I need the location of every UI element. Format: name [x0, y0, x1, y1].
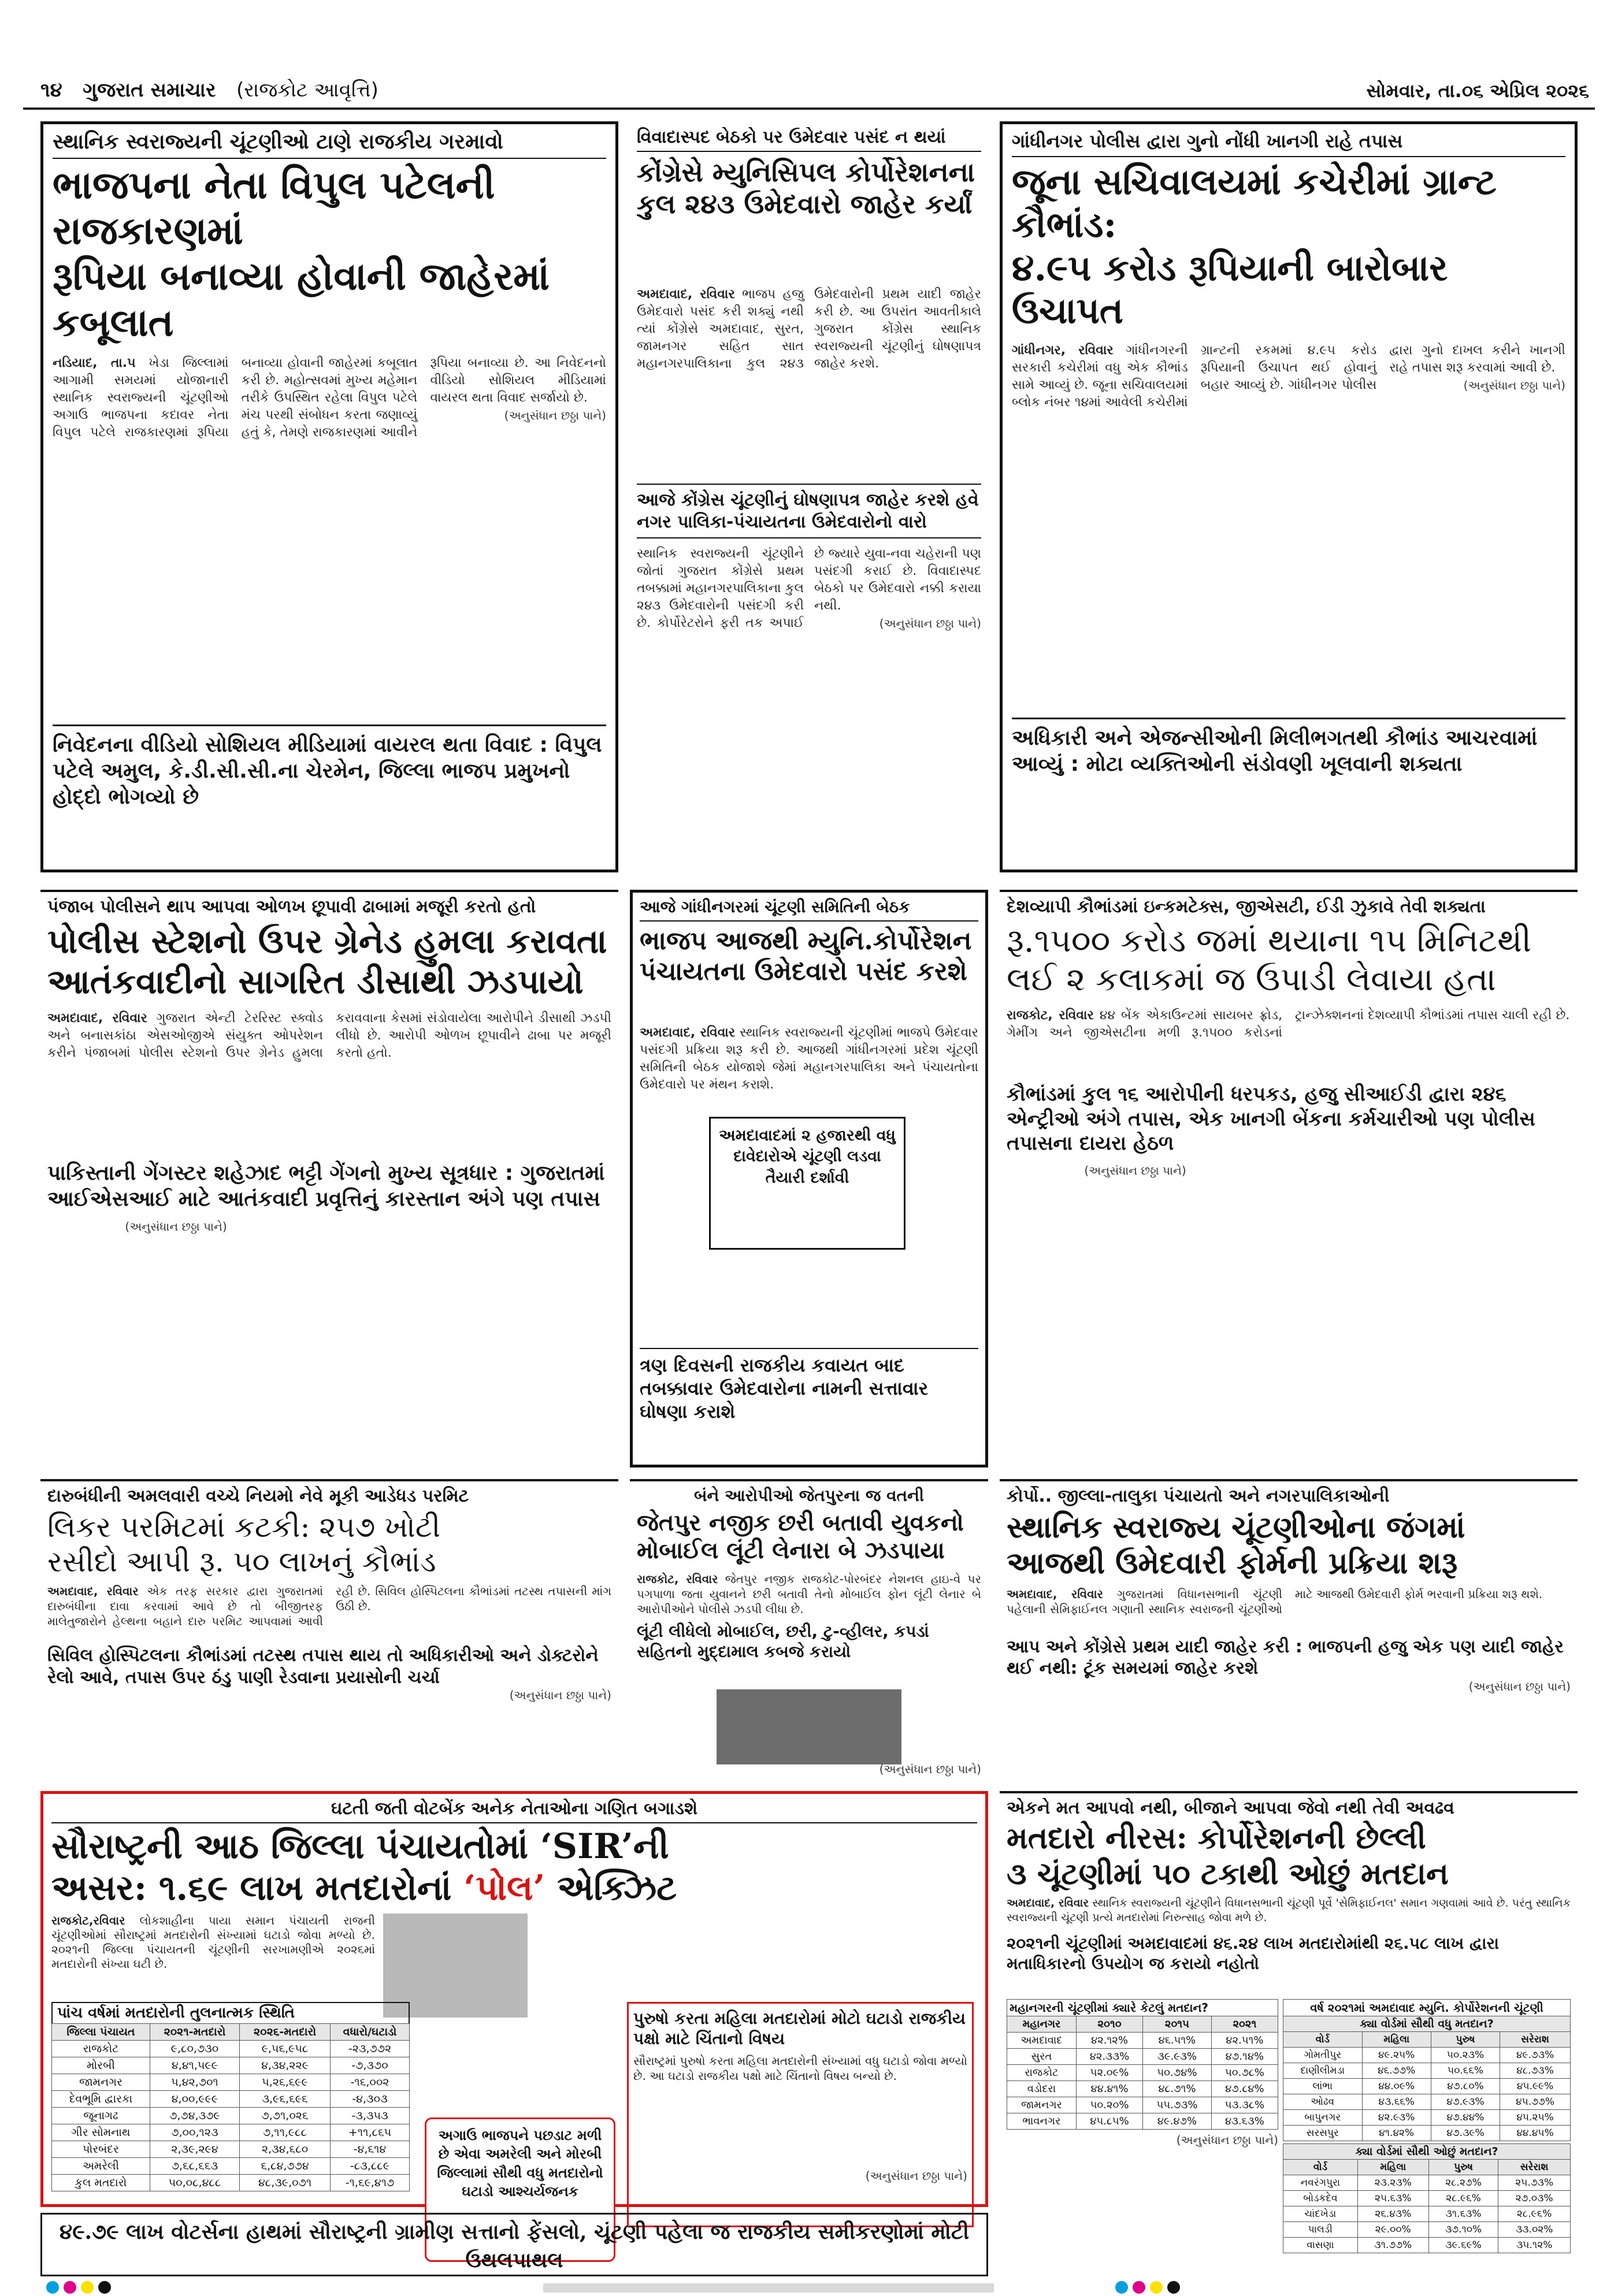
subheadline: આપ અને કોંગ્રેસે પ્રથમ યાદી જાહેર કરી : ભાજપની હજુ એક પણ યાદી જાહેર થઈ નથી: ટૂંક સમયમાં જાહેર કરશે [1007, 1636, 1564, 1679]
table-cell: -૮૩,૮૮૯ [331, 2158, 410, 2175]
dateline: અમદાવાદ, રવિવાર [1007, 1587, 1103, 1601]
headline-line-2: લઈ ૨ કલાકમાં જ ઉપાડી લેવાયા હતા [1007, 961, 1496, 999]
body [1007, 1587, 1571, 1633]
table-cell: ૪૯.૨૫% [1362, 2048, 1431, 2063]
kicker: બંને આરોપીઓ જેતપુરના જ વતની [693, 1486, 924, 1505]
subheadline: આજે કોંગ્રેસ ચૂંટણીનું ઘોષણાપત્ર જાહેર કરશે હવે નગર પાલિકા-પંચાયતના ઉમેદવારોનો વારો [637, 484, 981, 538]
table-cell: -૧,૬૯,૪૧૭ [331, 2175, 410, 2191]
table-cell: ૩૧.૬૩% [1428, 2206, 1498, 2222]
table-cell: સરસપુર [1283, 2126, 1363, 2141]
highest-ward-data [1283, 2031, 1571, 2141]
dateline: અમદાવાદ, રવિવાર [47, 1011, 147, 1026]
body-text-1: ભાજપ હજુ ઉમેદવારો પસંદ કરી શક્યું નથી ત્યાં કોંગ્રેસે અમદાવાદ, સુરત, જામનગર સહિત સાત મહાનગરપાલિકાના કુલ ૨૪૩ ઉમેદવારોની પ્રથમ યાદી જાહેર કરી છે. આ ઉપરાંત આવતીકાલે ગુજરાત કોંગ્રેસ સ્થાનિક સ્વરાજ્યની ચૂંટણીનું ઘોષણાપત્ર જાહેર કરશે. [637, 287, 981, 371]
ward-row [1283, 2222, 1571, 2238]
table-cell: +૧૧,૮૬૫ [331, 2124, 410, 2141]
headline-line-2 [51, 1867, 977, 1909]
headline-part-c: એક્ઝિટ [545, 1868, 677, 1908]
body-text: સ્થાનિક સ્વરાજ્યની ચૂંટણીમાં ભાજપે ઉમેદવાર પસંદગી પ્રક્રિયા શરૂ કરી છે. આજથી ગાંધીનગરમાં પ્રદેશ ચૂંટણી સમિતિની બેઠક યોજાશે જેમાં મહાનગરપાલિકા અને પંચાયતોના ઉમેદવારો પર મંથન કરાશે. [640, 1026, 978, 1092]
table-cell: ૪૨.૩૩% [1076, 2049, 1142, 2065]
edition: (રાજકોટ આવૃત્તિ) [236, 79, 378, 102]
table-title: પાંચ વર્ષમાં મતદારોની તુલનાત્મક સ્થિતિ [51, 2002, 410, 2023]
continued: (અનુસંધાન છઠ્ઠા પાને) [125, 1220, 227, 1234]
kicker: કોર્પો.. જીલ્લા-તાલુકા પંચાયતો અને નગરપાલિકાઓની [1007, 1486, 1390, 1506]
table-cell: વાસણા [1283, 2238, 1358, 2253]
table-cell: -૭,૩૭૦ [331, 2057, 410, 2074]
paper-name: ગુજરાત સમાચાર [83, 79, 216, 102]
table-cell: ૪૪.૪૧% [1076, 2081, 1142, 2097]
table-cell: લાંભા [1283, 2079, 1363, 2094]
dateline: અમદાવાદ, રવિવાર [1007, 1896, 1089, 1909]
page-date: સોમવાર, તા.૦૬ એપ્રિલ ૨૦૨૬ [1366, 80, 1589, 102]
district-row [52, 2041, 410, 2057]
page-number: ૧૪ [40, 79, 62, 102]
ward-row [1283, 2238, 1571, 2253]
city-row [1007, 2097, 1278, 2113]
table-cell: ૪૪.૪૫% [1500, 2126, 1571, 2141]
ward-row [1283, 2206, 1571, 2222]
table-cell: -૨૩,૭૭૨ [331, 2041, 410, 2057]
headline [1007, 1821, 1571, 1893]
district-row [52, 2175, 410, 2191]
table-cell: ૨૭.૦૩% [1498, 2191, 1571, 2206]
table-cell: ૫૨.૦૯% [1076, 2065, 1142, 2081]
body-2 [1007, 1162, 1571, 1381]
table-cell: રાજકોટ [1007, 2065, 1077, 2081]
highlight-text: અમદાવાદમાં ૨ હજારથી વધુ દાવેદારોએ ચૂંટણી લડવા તૈયારી દર્શાવી [719, 1127, 896, 1187]
continued: (અનુસંધાન છઠ્ઠા પાને) [1463, 378, 1565, 392]
table-cell: કુલ મતદારો [52, 2175, 150, 2191]
table-cell: ૪,૩૪,૨૨૯ [240, 2057, 331, 2074]
headline [47, 922, 611, 1002]
headline-line-1: રૂ.૧૫૦૦ કરોડ જમાં થયાના ૧૫ મિનિટથી [1007, 922, 1532, 960]
voters-table [51, 2002, 410, 2191]
headline-line-2: ૪.૯૫ કરોડ રૂપિયાની બારોબાર ઉચાપત [1012, 246, 1448, 332]
table-cell: દેવભૂમિ દ્વારકા [52, 2091, 150, 2108]
table-cell: ૪૫.૯૯% [1500, 2079, 1571, 2094]
table-cell: -૪,૬૧૪ [331, 2141, 410, 2158]
table-cell: ૪૫.૭૭% [1500, 2094, 1571, 2110]
continued: (અનુસંધાન છઠ્ઠા પાને) [879, 616, 981, 630]
table-cell: ગોમતીપુર [1283, 2048, 1363, 2063]
table-cell: ૬,૮૪,૭૭૪ [240, 2158, 331, 2175]
headline-line-2: રસીદો આપી રૂ. ૫૦ લાખનું કૌભાંડ [47, 1545, 436, 1578]
table-header-cell: સરેરાશ [1500, 2032, 1571, 2048]
table-cell: જૂનાગઢ [52, 2108, 150, 2124]
article-1500-crore [1000, 890, 1578, 1467]
table-cell: ૪૭.૮૪% [1211, 2081, 1278, 2097]
table-cell: જામનગર [52, 2074, 150, 2091]
table-cell: નવરંગપુરા [1283, 2175, 1358, 2191]
body [51, 1914, 375, 1971]
article-liquor-permit [40, 1479, 618, 1779]
highest-ward-title: ક્યા વોર્ડમાં સૌથી વધુ મતદાન? [1283, 2016, 1571, 2031]
article-low-turnout [1000, 1791, 1578, 2276]
kicker: પંજાબ પોલીસને થાપ આપવા ઓળખ છૂપાવી ઢાબામાં મજૂરી કરતો હતો [47, 897, 536, 917]
ward-row [1283, 2063, 1571, 2079]
table-cell: ૩૧.૭૭% [1357, 2238, 1428, 2253]
table-cell: ૪૩.૬૩% [1211, 2113, 1278, 2130]
table-cell: ૩૭.૧૦% [1428, 2222, 1498, 2238]
body-text: ગુજરાતમાં વિધાનસભાની ચૂંટણી પહેલાની સેમિફાઈનલ ગણાતી સ્થાનિક સ્વરાજની ચૂંટણીઓ માટે આજથી ઉમેદવારી ફોર્મ ભરવાની પ્રક્રિયા શરૂ થશે. [1007, 1587, 1543, 1616]
table-cell: ૪૫.૨૫% [1500, 2110, 1571, 2126]
continued: (અનુસંધાન છઠ્ઠા પાને) [865, 2169, 967, 2183]
district-row [52, 2124, 410, 2141]
table-cell: ૭,૭૪,૩૭૯ [150, 2108, 239, 2124]
women-voters-box [627, 2002, 974, 2227]
city-turnout-table [1007, 1999, 1278, 2253]
header-left [40, 79, 378, 102]
table-cell: અમરેલી [52, 2158, 150, 2175]
body-right [536, 1914, 977, 1971]
ward-row [1283, 2079, 1571, 2094]
table-cell: ૪૫.૮૫% [1076, 2113, 1142, 2130]
table-cell: ૫૦.૭૮% [1211, 2065, 1278, 2081]
headline-line-1: મતદારો નીરસ: કોર્પોરેશનની છેલ્લી [1007, 1821, 1426, 1856]
table-cell: ૫૦.૨૩% [1431, 2048, 1500, 2063]
table-cell: ૪૬.૫૧% [1143, 2033, 1212, 2049]
article-sir-effect [40, 1791, 988, 2207]
subheadline: સિવિલ હોસ્પિટલના કૌભાંડમાં તટસ્થ તપાસ થાય તો અધિકારીઓ અને ડોક્ટરોને રેલો આવે, તપાસ ઉપર ઠંડુ પાણી રેડવાના પ્રયાસોની ચર્ચા [47, 1645, 599, 1688]
table-cell: ૪૭.૯૩% [1431, 2094, 1500, 2110]
table-cell: ગીર સોમનાથ [52, 2124, 150, 2141]
body-text: એક તરફ સરકાર દ્વારા ગુજરાતમાં દારુબંધીના દાવા કરવામાં આવે છે તો બીજીતરફ માલેતુજારોને હેલ્થના બહાને દારુ પરમિટ આપવામાં આવી રહી છે. સિવિલ હોસ્પિટલના કૌભાંડમાં તટસ્થ તપાસની માંગ ઉઠી છે. [47, 1584, 611, 1628]
kicker: વિવાદાસ્પદ બેઠકો પર ઉમેદવાર પસંદ ન થયાં [637, 127, 981, 152]
city-row [1007, 2065, 1278, 2081]
district-row [52, 2158, 410, 2175]
headline [1007, 1510, 1571, 1582]
table-cell: ઓઢવ [1283, 2094, 1363, 2110]
table-header-cell: ૨૦૧૫ [1143, 2016, 1212, 2033]
table-cell: ૨,૩૪,૬૮૦ [240, 2141, 331, 2158]
table-cell: વડોદરા [1007, 2081, 1077, 2097]
kicker: સ્થાનિક સ્વરાજ્યની ચૂંટણીઓ ટાણે રાજકીય ગરમાવો [53, 130, 606, 159]
table-cell: -૩,૩૫૩ [331, 2108, 410, 2124]
body [637, 1571, 981, 1618]
dateline: રાજકોટ, રવિવાર [1007, 1008, 1094, 1023]
ward-turnout-table [1283, 1999, 1571, 2253]
table-cell: ૫૦.૬૬% [1431, 2063, 1500, 2079]
continued: (અનુસંધાન છઠ્ઠા પાને) [1176, 2133, 1278, 2147]
headline [1012, 161, 1565, 333]
subheadline: કૌભાંડમાં કુલ ૧૬ આરોપીની ધરપકડ, હજુ સીઆઈડી દ્વારા ૨૪૬ એન્ટ્રીઓ અંગે તપાસ, એક ખાનગી બેંકના કર્મચારીઓ પણ પોલીસ તપાસના દાયરા હેઠળ [1007, 1083, 1535, 1156]
subheadline: પાકિસ્તાની ગેંગસ્ટર શહેઝાદ ભટ્ટી ગેંગનો મુખ્ય સૂત્રધાર : ગુજરાતમાં આઈએસઆઈ માટે આતંકવાદી પ્રવૃત્તિનું કારસ્તાન અંગે પણ તપાસ [47, 1161, 605, 1212]
table-cell: દાણીલીમડા [1283, 2063, 1363, 2079]
table-cell: અમદાવાદ [1007, 2033, 1077, 2049]
body-1 [47, 1010, 611, 1154]
kicker: દારુબંધીની અમલવારી વચ્ચે નિયમો નેવે મૂકી આડેધડ પરમિટ [47, 1486, 469, 1506]
table-cell: ૯,૫૬,૯૫૮ [240, 2041, 331, 2057]
ward-row [1283, 2175, 1571, 2191]
headline: ભાજપ આજથી મ્યુનિ.કોર્પોરેશન પંચાયતના ઉમેદવારો પસંદ કરશે [640, 926, 972, 986]
headline: જેતપુર નજીક છરી બતાવી યુવકનો મોબાઈલ લૂંટી લેનારા બે ઝડપાયા [637, 1509, 964, 1564]
table-title: મહાનગરની ચૂંટણીમાં ક્યારે કેટલું મતદાન? [1007, 1999, 1278, 2016]
table-cell: ૫૫.૭૩% [1143, 2097, 1212, 2113]
table-cell: ૪૭.૪૪% [1431, 2110, 1500, 2126]
table-cell: ૭,૦૦,૧૨૩ [150, 2124, 239, 2141]
table-cell: ૪,૪૧,૫૯૯ [150, 2057, 239, 2074]
table-cell: પાલડી [1283, 2222, 1358, 2238]
table-cell: ૪૪.૦૯% [1362, 2079, 1431, 2094]
district-row [52, 2108, 410, 2124]
table-cell: ૫,૨૬,૬૯૯ [240, 2074, 331, 2091]
subheadline: અધિકારી અને એજન્સીઓની મિલીભગતથી કૌભાંડ આચરવામાં આવ્યું : મોટા વ્યક્તિઓની સંડોવણી ખૂલવાની શક્યતા [1012, 726, 1538, 776]
continued: (અનુસંધાન છઠ્ઠા પાને) [879, 1762, 981, 1776]
headline-line-1: લિકર પરમિટમાં કટકી: ૨૫૭ ખોટી [47, 1510, 441, 1544]
ward-row [1283, 2110, 1571, 2126]
table-header-cell: ૨૦૨૧-મતદારો [150, 2024, 239, 2041]
table-header-cell: મહિલા [1362, 2032, 1431, 2048]
continued: (અનુસંધાન છઠ્ઠા પાને) [509, 1688, 611, 1702]
table-cell: ૩૯.૯૩% [1143, 2049, 1212, 2065]
district-row [52, 2074, 410, 2091]
city-turnout-data [1007, 2016, 1278, 2130]
body-2 [637, 545, 981, 788]
table-cell: ૭,૬૮,૬૬૩ [150, 2158, 239, 2175]
headline-line-1: સૌરાષ્ટ્રની આઠ જિલ્લા પંચાયતોમાં ‘SIR’ની [51, 1826, 669, 1867]
table-cell: બાપુનગર [1283, 2110, 1363, 2126]
table-cell: ૩,૯૬,૬૯૬ [240, 2091, 331, 2108]
table-header-cell: મહાનગર [1007, 2016, 1077, 2033]
table-header-cell: જિલ્લા પંચાયત [52, 2024, 150, 2041]
table-header-cell: પુરુષ [1428, 2160, 1498, 2175]
article-grant-scam [1000, 121, 1578, 872]
kicker: આજે ગાંધીનગરમાં ચૂંટણી સમિતિની બેઠક [640, 897, 978, 922]
headline [1007, 922, 1571, 999]
lowest-ward-data [1283, 2159, 1571, 2253]
headline-part-a: અસર: ૧.૬૯ લાખ મતદારોનાં [51, 1868, 464, 1908]
table-cell: ૫૦.૭૪% [1143, 2065, 1212, 2081]
table-header-cell: સરેરાશ [1498, 2160, 1571, 2175]
table-cell: ૫૦,૦૮,૪૮૮ [150, 2175, 239, 2191]
district-row [52, 2057, 410, 2074]
print-marks-center [1115, 2281, 1185, 2296]
table-cell: ૫,૪૨,૭૦૧ [150, 2074, 239, 2091]
city-row [1007, 2049, 1278, 2065]
subheadline: ૨૦૨૧ની ચૂંટણીમાં અમદાવાદમાં ૪૬.૨૪ લાખ મતદારોમાંથી ૨૬.૫૮ લાખ દ્વારા મતાધિકારનો ઉપયોગ જ કરાયો નહોતો [1007, 1933, 1499, 1973]
city-row [1007, 2113, 1278, 2130]
table-cell: રાજકોટ [52, 2041, 150, 2057]
ward-row [1283, 2094, 1571, 2110]
body [53, 355, 606, 725]
women-voters-body: સૌરાષ્ટ્રમાં પુરુષો કરતા મહિલા મતદારોની સંખ્યામાં વધુ ઘટાડો જોવા મળ્યો છે. આ ઘટાડો રાજકીય પક્ષો માટે ચિંતાનો વિષય બન્યો છે. [633, 2054, 967, 2083]
headline-line-2: રૂપિયા બનાવ્યા હોવાની જાહેરમાં કબૂલાત [53, 254, 550, 345]
headline-line-1: સ્થાનિક સ્વરાજ્ય ચૂંટણીઓના જંગમાં [1007, 1510, 1465, 1545]
body-1 [1007, 1007, 1571, 1076]
table-cell: ૩૩.૦૨% [1498, 2222, 1571, 2238]
kicker: એકને મત આપવો નથી, બીજાને આપવા જેવો નથી તેવી અવઢવ [1007, 1798, 1454, 1818]
body-text-2: સ્થાનિક સ્વરાજ્યની ચૂંટણીને જોતાં ગુજરાત કોંગ્રેસે પ્રથમ તબક્કામાં મહાનગરપાલિકાના કુલ ૨૪૩ ઉમેદવારોની પસંદગી કરી છે. કોર્પોરેટરોને ફરી તક અપાઈ છે જ્યારે યુવા-નવા ચહેરાની પણ પસંદગી કરાઈ છે. વિવાદાસ્પદ બેઠકો પર ઉમેદવારો નક્કી કરાયા નથી. [637, 547, 981, 630]
kicker: ઘટતી જતી વોટબેંક અનેક નેતાઓના ગણિત બગાડશે [51, 1799, 977, 1823]
article-vipul-patel [40, 121, 618, 872]
article-terrorist-arrest [40, 890, 618, 1467]
table-cell: ૪૮.૭૧% [1143, 2081, 1212, 2097]
headline-line-1: પોલીસ સ્ટેશનો ઉપર ગ્રેનેડ હુમલા કરાવતા [47, 922, 607, 961]
body [1012, 342, 1565, 718]
table-cell: ૪૨.૯૩% [1362, 2110, 1431, 2126]
table-header-cell: વધારો/ઘટાડો [331, 2024, 410, 2041]
article-mobile-robbery [630, 1479, 988, 1779]
table-header-cell: ૨૦૧૦ [1076, 2016, 1142, 2033]
body-text: ૪૪ બેંક એકાઉન્ટમાં સાયબર ફ્રોડ, ગેમીંગ અને જીએસટીના મળી રૂ.૧૫૦૦ કરોડનાં ટ્રાન્ઝેક્શનનાં દેશવ્યાપી કૌભાંડમાં તપાસ ચાલી રહી છે. [1007, 1008, 1570, 1041]
body [1007, 1896, 1571, 1931]
table-cell: સુરત [1007, 2049, 1077, 2065]
headline [53, 162, 606, 345]
table-header-cell: મહિલા [1357, 2160, 1428, 2175]
body-text: ગાંધીનગરની સરકારી કચેરીમાં વધુ એક કૌભાંડ સામે આવ્યું છે. જૂના સચિવાલયમાં બ્લોક નંબર ૧૪માં આવેલી કચેરીમાં ગ્રાન્ટની રકમમાં ૪.૯૫ કરોડ રૂપિયાની ઉચાપત થઈ હોવાનું બહાર આવ્યું છે. ગાંધીનગર પોલીસ દ્વારા ગુનો દાખલ કરીને ખાનગી રાહે તપાસ શરૂ કરવામાં આવી છે. [1012, 343, 1565, 410]
table-cell: ૪૧.૪૨% [1362, 2126, 1431, 2141]
table-cell: ૪૬.૭૭% [1362, 2063, 1431, 2079]
body-1 [637, 286, 981, 477]
continued: (અનુસંધાન છઠ્ઠા પાને) [504, 408, 606, 422]
headline-line-2: આજથી ઉમેદવારી ફોર્મની પ્રક્રિયા શરૂ [1007, 1545, 1458, 1581]
dateline: રાજકોટ,રવિવાર [51, 1914, 125, 1927]
table-header-cell: પુરુષ [1431, 2032, 1500, 2048]
table-cell: ૩૯.૬૯% [1428, 2238, 1498, 2253]
women-voters-title: પુરુષો કરતા મહિલા મતદારોમાં મોટો ઘટાડો રાજકીય પક્ષો માટે ચિંતાનો વિષય [633, 2009, 966, 2048]
body-text: જેતપુર નજીક રાજકોટ-પોરબંદર નેશનલ હાઇ-વે પર પગપાળા જતા યુવાનને છરી બતાવી તેનો મોબાઈલ ફોન લૂંટી લેનાર બે આરોપીઓને પોલીસે ઝડપી લીધા છે. [637, 1572, 981, 1616]
headline-pole: ‘પોલ’ [463, 1868, 545, 1908]
ward-row [1283, 2126, 1571, 2141]
body-2 [47, 1218, 611, 1345]
print-marks-left [46, 2281, 116, 2296]
lowest-ward-title: ક્યા વોર્ડમાં સૌથી ઓછું મતદાન? [1283, 2143, 1571, 2159]
highlight-box [709, 1117, 906, 1250]
table-cell: ૪,૦૦,૯૯૯ [150, 2091, 239, 2108]
district-row [52, 2141, 410, 2158]
table-cell: ૪૯.૭૩% [1500, 2048, 1571, 2063]
headline-line-1: જૂના સચિવાલયમાં કચેરીમાં ગ્રાન્ટ કૌભાંડ: [1012, 161, 1497, 246]
ward-row [1283, 2048, 1571, 2063]
table-header-cell: વોર્ડ [1283, 2032, 1363, 2048]
print-bar [543, 2283, 994, 2293]
table-cell: ૩૫.૧૨% [1498, 2238, 1571, 2253]
headline-line-1: ભાજપના નેતા વિપુલ પટેલની રાજકારણમાં [53, 162, 495, 254]
table-cell: -૧૬,૦૦૨ [331, 2074, 410, 2091]
table-cell: ૨૮.૨૭% [1428, 2175, 1498, 2191]
table-header-cell: ૨૦૨૧ [1211, 2016, 1278, 2033]
city-row [1007, 2081, 1278, 2097]
article-bjp-selection [630, 890, 988, 1467]
table-cell: ૨૫.૭૩% [1498, 2175, 1571, 2191]
continued: (અનુસંધાન છઠ્ઠા પાને) [1468, 1679, 1571, 1693]
table-cell: જામનગર [1007, 2097, 1077, 2113]
table-cell: મોરબી [52, 2057, 150, 2074]
article-congress-list [630, 121, 988, 872]
table-cell: ૪૨.૫૧% [1211, 2033, 1278, 2049]
headline [47, 1510, 611, 1579]
table-cell: ૨૯.૦૦% [1357, 2222, 1428, 2238]
table-cell: ૨૮.૯૬% [1498, 2206, 1571, 2222]
ward-table-title: વર્ષ ૨૦૨૧માં અમદાવાદ મ્યુનિ. કોર્પોરેશનની ચૂંટણી [1283, 1999, 1571, 2016]
body-text: લોકશાહીના પાયા સમાન પંચાયતી રાજની ચૂંટણીઓમાં સૌરાષ્ટ્રમાં મતદારોની સંખ્યામાં ઘટાડો જોવા મળ્યો છે. ૨૦૨૧ની જિલ્લા પંચાયતની ચૂંટણીની સરખામણીએ ૨૦૨૬માં મતદારોની સંખ્યા ઘટી છે. [51, 1914, 375, 1971]
table-cell: ૫૦.૨૦% [1076, 2097, 1142, 2113]
table-cell: ૪૭.૩૯% [1431, 2126, 1500, 2141]
subheadline: લૂંટી લીધેલો મોબાઈલ, છરી, ટુ-વ્હીલર, કપડાં સહિતનો મુદ્દામાલ કબજે કરાયો [637, 1622, 929, 1661]
table-cell: ૪૨.૧૨% [1076, 2033, 1142, 2049]
continued: (અનુસંધાન છઠ્ઠા પાને) [1084, 1163, 1186, 1177]
body [47, 1584, 611, 1641]
table-header-cell: વોર્ડ [1283, 2160, 1358, 2175]
body-text: ગુજરાત એન્ટી ટેરરિસ્ટ સ્ક્વોડ અને બનાસકાંઠા એસઓજીએ સંયુક્ત ઓપરેશન કરીને પંજાબમાં પોલીસ સ્ટેશનો ઉપર ગ્રેનેડ હુમલા કરાવવાના કેસમાં સંડોવાયેલા આરોપીને ડીસાથી ઝડપી લીધો છે. આરોપી ઓળખ છૂપાવીને ઢાબા પર મજૂરી કરતો હતો. [47, 1011, 611, 1061]
table-cell: ૫૩.૩૮% [1211, 2097, 1278, 2113]
table-cell: ભાવનગર [1007, 2113, 1077, 2130]
dateline: નડિયાદ, તા.૫ [53, 355, 136, 370]
table-cell: ૨૬.૪૩% [1357, 2206, 1428, 2222]
headline-line-2: આતંકવાદીનો સાગરિત ડીસાથી ઝડપાયો [47, 961, 584, 1001]
city-row [1007, 2033, 1278, 2049]
table-cell: -૪,૩૦૩ [331, 2091, 410, 2108]
dateline: અમદાવાદ, રવિવાર [47, 1584, 139, 1598]
table-cell: બોડકદેવ [1283, 2191, 1358, 2206]
dateline: અમદાવાદ, રવિવાર [637, 287, 735, 302]
table-cell: ૨૩.૨૩% [1357, 2175, 1428, 2191]
table-cell: ૨૮.૯૬% [1428, 2191, 1498, 2206]
table-cell: પોરબંદર [52, 2141, 150, 2158]
voters-data-table [51, 2023, 410, 2191]
headline-line-2: ૩ ચૂંટણીમાં ૫૦ ટકાથી ઓછું મતદાન [1007, 1856, 1449, 1892]
headline: કોંગ્રેસે મ્યુનિસિપલ કોર્પોરેશનના કુલ ૨૪૩ ઉમેદવારો જાહેર કર્યાં [637, 157, 975, 220]
table-cell: ચાંદખેડા [1283, 2206, 1358, 2222]
subheadline: નિવેદનના વીડિયો સોશિયલ મીડિયામાં વાયરલ થતા વિવાદ : વિપુલ પટેલે અમુલ, કે.ડી.સી.સી.ના ચેરમેન, જિલ્લા ભાજપ પ્રમુખનો હોદ્દો ભોગવ્યો છે [53, 733, 602, 809]
table-cell: ૪૮,૩૯,૦૭૧ [240, 2175, 331, 2191]
district-row [52, 2091, 410, 2108]
kicker: દેશવ્યાપી કૌભાંડમાં ઇન્કમટેક્સ, જીએસટી, ઈડી ઝુકાવે તેવી શક્યતા [1007, 897, 1486, 917]
footer-text: ૪૯.૭૯ લાખ વોટર્સના હાથમાં સૌરાષ્ટ્રની ગ્રામીણ સત્તાનો ફેંસલો, ચૂંટણી પહેલા જ રાજકીય સમીકરણોમાં મોટી ઉથલપાથલ [59, 2220, 970, 2272]
ward-row [1283, 2191, 1571, 2206]
table-cell: ૪૮.૭૩% [1500, 2063, 1571, 2079]
table-cell: ૯,૮૦,૭૩૦ [150, 2041, 239, 2057]
callout-text: અગાઉ ભાજપને પછડાટ મળી છે એવા અમરેલી અને મોરબી જિલ્લામાં સૌથી વધુ મતદારોનો ઘટાડો આશ્ચર્યજનક [437, 2127, 603, 2200]
table-cell: ૭,૧૧,૯૮૮ [240, 2124, 331, 2141]
table-cell: ૪૭.૮૦% [1431, 2079, 1500, 2094]
headline [51, 1826, 977, 1909]
article-nomination-process [1000, 1479, 1578, 1779]
body-text: ખેડા જિલ્લામાં આગામી સમયમાં યોજાનારી સ્થાનિક સ્વરાજ્યની ચૂંટણીઓ અગાઉ ભાજપના કદાવર નેતા વિપુલ પટેલે રાજકારણમાં રૂપિયા બનાવ્યા હોવાની જાહેરમાં કબૂલાત કરી છે. મહોત્સવમાં મુખ્ય મહેમાન તરીકે ઉપસ્થિત રહેલા વિપુલ પટેલે મંચ પરથી સંબોધન કરતા જણાવ્યું હતું કે, તેમણે રાજકારણમાં આવીને રૂપિયા બનાવ્યા છે. આ નિવેદનનો વીડિયો સોશિયલ મીડિયામાં વાયરલ થતા વિવાદ સર્જાયો છે. [53, 355, 606, 440]
table-header-cell: ૨૦૨૬-મતદારો [240, 2024, 331, 2041]
body-text: સ્થાનિક સ્વરાજ્યની ચૂંટણીને વિધાનસભાની ચૂંટણી પૂર્વે 'સેમિફાઈનલ' સમાન ગણવામાં આવે છે. પરંતુ સ્થાનિક સ્વરાજ્યની ચૂંટણી પ્રત્યે મતદારોમાં નિરુત્સાહ જોવા મળે છે. [1007, 1896, 1571, 1924]
subheadline: ત્રણ દિવસની રાજકીય કવાયત બાદ તબક્કાવાર ઉમેદવારોના નામની સત્તાવાર ઘોષણા કરાશે [640, 1348, 978, 1423]
accused-photo [717, 1689, 901, 1764]
table-cell: ૨,૩૯,૨૯૪ [150, 2141, 239, 2158]
dateline: અમદાવાદ, રવિવાર [640, 1026, 736, 1040]
dateline: ગાંધીનગર, રવિવાર [1012, 343, 1114, 358]
page-header [23, 75, 1595, 110]
sir-footer-banner [40, 2213, 988, 2276]
table-cell: ૪૯.૪૭% [1143, 2113, 1212, 2130]
table-cell: ૪૩.૬૬% [1362, 2094, 1431, 2110]
kicker: ગાંધીનગર પોલીસ દ્વારા ગુનો નોંધી ખાનગી રાહે તપાસ [1012, 130, 1565, 157]
table-cell: ૪૭.૧૪% [1211, 2049, 1278, 2065]
table-cell: ૨૫.૬૩% [1357, 2191, 1428, 2206]
table-cell: ૭,૭૧,૦૨૬ [240, 2108, 331, 2124]
dateline: રાજકોટ, રવિવાર [637, 1572, 718, 1586]
